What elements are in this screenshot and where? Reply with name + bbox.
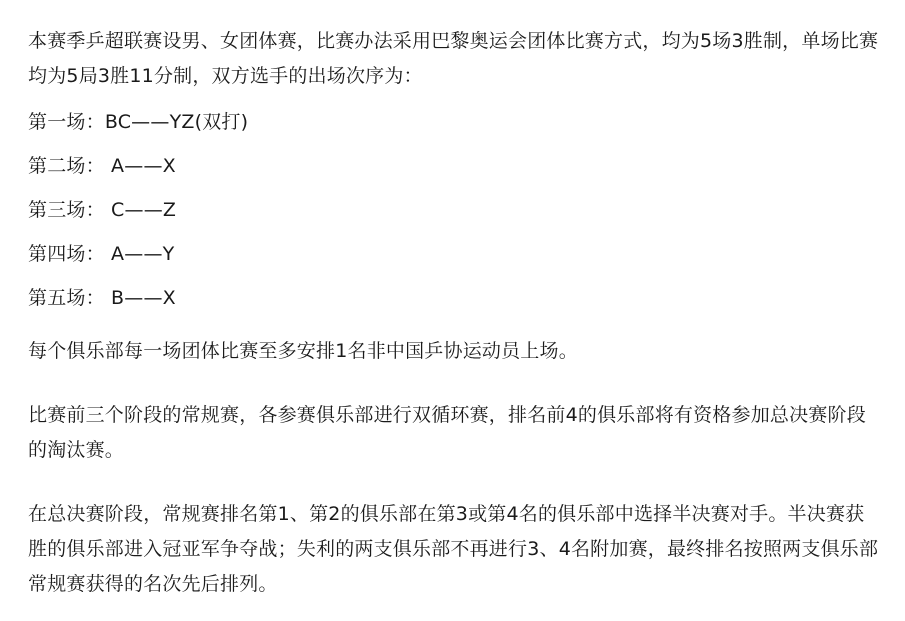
match-pairing: A——Y — [104, 243, 175, 265]
intro-paragraph: 本赛季乒超联赛设男、女团体赛，比赛办法采用巴黎奥运会团体比赛方式，均为5场3胜制，单场比赛均为5局3胜11分制，双方选手的出场次序为： — [28, 30, 879, 87]
match-line — [28, 144, 883, 188]
match-pairing: BC——YZ(双打) — [104, 111, 249, 133]
match-label: 第二场： — [28, 155, 105, 177]
match-label: 第四场： — [28, 243, 105, 265]
spacer — [28, 320, 883, 334]
match-line — [28, 232, 883, 276]
foreign-player-rule-paragraph: 每个俱乐部每一场团体比赛至多安排1名非中国乒协运动员上场。 — [28, 340, 578, 362]
match-line — [28, 188, 883, 232]
match-pairing: B——X — [104, 287, 176, 309]
spacer — [28, 369, 883, 398]
finals-paragraph: 在总决赛阶段，常规赛排名第1、第2的俱乐部在第3或第4名的俱乐部中选择半决赛对手。半决赛获胜的俱乐部进入冠亚军争夺战；失利的两支俱乐部不再进行3、4名附加赛，最终排名按照两支俱乐部常规赛获得的名次先后排列。 — [28, 503, 879, 595]
match-label: 第五场： — [28, 287, 105, 309]
match-order-list — [28, 100, 883, 320]
match-pairing: C——Z — [104, 199, 177, 221]
match-pairing: A——X — [104, 155, 176, 177]
article-body — [28, 24, 883, 602]
match-line — [28, 100, 883, 144]
regular-season-paragraph: 比赛前三个阶段的常规赛，各参赛俱乐部进行双循环赛，排名前4的俱乐部将有资格参加总决赛阶段的淘汰赛。 — [28, 404, 866, 461]
match-label: 第三场： — [28, 199, 105, 221]
match-label: 第一场： — [28, 111, 105, 133]
spacer — [28, 468, 883, 497]
match-line — [28, 276, 883, 320]
